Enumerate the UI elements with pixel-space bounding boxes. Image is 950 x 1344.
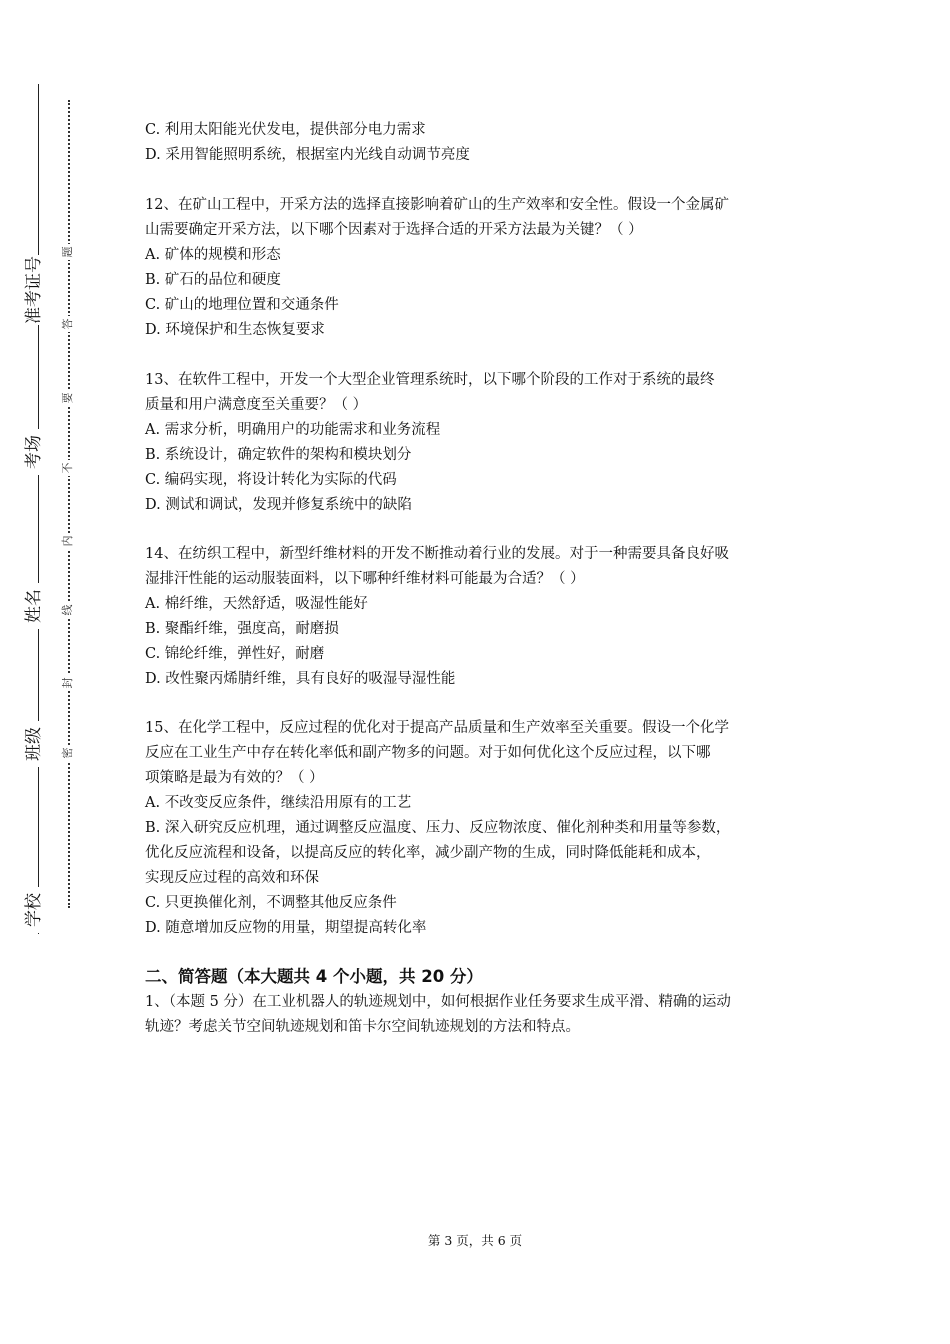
q14-stem-line: 湿排汗性能的运动服装面料，以下哪种纤维材料可能最为合适？（ ） — [145, 571, 585, 587]
q15-option-a: A. 不改变反应条件，继续沿用原有的工艺 — [145, 795, 412, 811]
q12-option-a: A. 矿体的规模和形态 — [145, 247, 281, 263]
label-class: 班级 — [22, 721, 46, 767]
q15-option-b: B. 深入研究反应机理，通过调整反应温度、压力、反应物浓度、催化剂种类和用量等参数， — [145, 820, 731, 836]
q13-option-a: A. 需求分析，明确用户的功能需求和业务流程 — [145, 422, 441, 438]
label-exam-room: 考场 — [22, 429, 46, 475]
q12-stem-line: 山需要确定开采方法，以下哪个因素对于选择合适的开采方法最为关键？（ ） — [145, 222, 643, 238]
q15-option-b-cont: 优化反应流程和设备，以提高反应的转化率，减少副产物的生成，同时降低能耗和成本， — [145, 845, 711, 861]
q14-stem-line: 14、在纺织工程中，新型纤维材料的开发不断推动着行业的发展。对于一种需要具备良好吸 — [145, 546, 729, 562]
q14-option-a: A. 棉纤维，天然舒适，吸湿性能好 — [145, 596, 368, 612]
seal-char: 要 — [60, 390, 76, 406]
q11-option-c: C. 利用太阳能光伏发电，提供部分电力需求 — [145, 122, 426, 138]
q15-stem-line: 15、在化学工程中，反应过程的优化对于提高产品质量和生产效率至关重要。假设一个化学 — [145, 720, 729, 736]
short-answer-q1-line: 轨迹？考虑关节空间轨迹规划和笛卡尔空间轨迹规划的方法和特点。 — [145, 1019, 580, 1035]
q12-option-b: B. 矿石的品位和硬度 — [145, 272, 281, 288]
label-school: 学校 — [22, 887, 46, 933]
q15-option-d: D. 随意增加反应物的用量，期望提高转化率 — [145, 920, 427, 936]
q15-stem-line: 项策略是最为有效的？（ ） — [145, 770, 324, 786]
seal-char: 线 — [60, 602, 76, 618]
short-answer-q1-line: 1、（本题 5 分）在工业机器人的轨迹规划中，如何根据作业任务要求生成平滑、精确的运动 — [145, 994, 731, 1010]
label-name: 姓名 — [22, 583, 46, 629]
q12-stem-line: 12、在矿山工程中，开采方法的选择直接影响着矿山的生产效率和安全性。假设一个金属矿 — [145, 197, 729, 213]
binding-dotted-line — [68, 100, 70, 908]
q15-option-c: C. 只更换催化剂，不调整其他反应条件 — [145, 895, 397, 911]
seal-char: 不 — [60, 460, 76, 476]
q12-option-c: C. 矿山的地理位置和交通条件 — [145, 297, 339, 313]
q14-option-b: B. 聚酯纤维，强度高，耐磨损 — [145, 621, 339, 637]
q11-option-d: D. 采用智能照明系统，根据室内光线自动调节亮度 — [145, 147, 470, 163]
q13-option-d: D. 测试和调试，发现并修复系统中的缺陷 — [145, 497, 412, 513]
seal-char: 题 — [60, 244, 76, 260]
q13-option-b: B. 系统设计，确定软件的架构和模块划分 — [145, 447, 412, 463]
q13-stem-line: 质量和用户满意度至关重要？（ ） — [145, 397, 368, 413]
section-title: 二、简答题（本大题共 4 个小题，共 20 分） — [145, 967, 483, 986]
binding-solid-line — [38, 84, 39, 934]
seal-char: 封 — [60, 675, 76, 691]
q14-option-c: C. 锦纶纤维，弹性好，耐磨 — [145, 646, 325, 662]
q13-option-c: C. 编码实现，将设计转化为实际的代码 — [145, 472, 397, 488]
q12-option-d: D. 环境保护和生态恢复要求 — [145, 322, 325, 338]
seal-char: 内 — [60, 533, 76, 549]
seal-char: 密 — [60, 745, 76, 761]
page-footer: 第 3 页，共 6 页 — [427, 1233, 523, 1248]
seal-char: 答 — [60, 316, 76, 332]
q14-option-d: D. 改性聚丙烯腈纤维，具有良好的吸湿导湿性能 — [145, 671, 456, 687]
q15-option-b-cont: 实现反应过程的高效和环保 — [145, 870, 319, 886]
q13-stem-line: 13、在软件工程中，开发一个大型企业管理系统时，以下哪个阶段的工作对于系统的最终 — [145, 372, 715, 388]
label-exam-number: 准考证号 — [24, 256, 44, 324]
q15-stem-line: 反应在工业生产中存在转化率低和副产物多的问题。对于如何优化这个反应过程，以下哪 — [145, 745, 711, 761]
